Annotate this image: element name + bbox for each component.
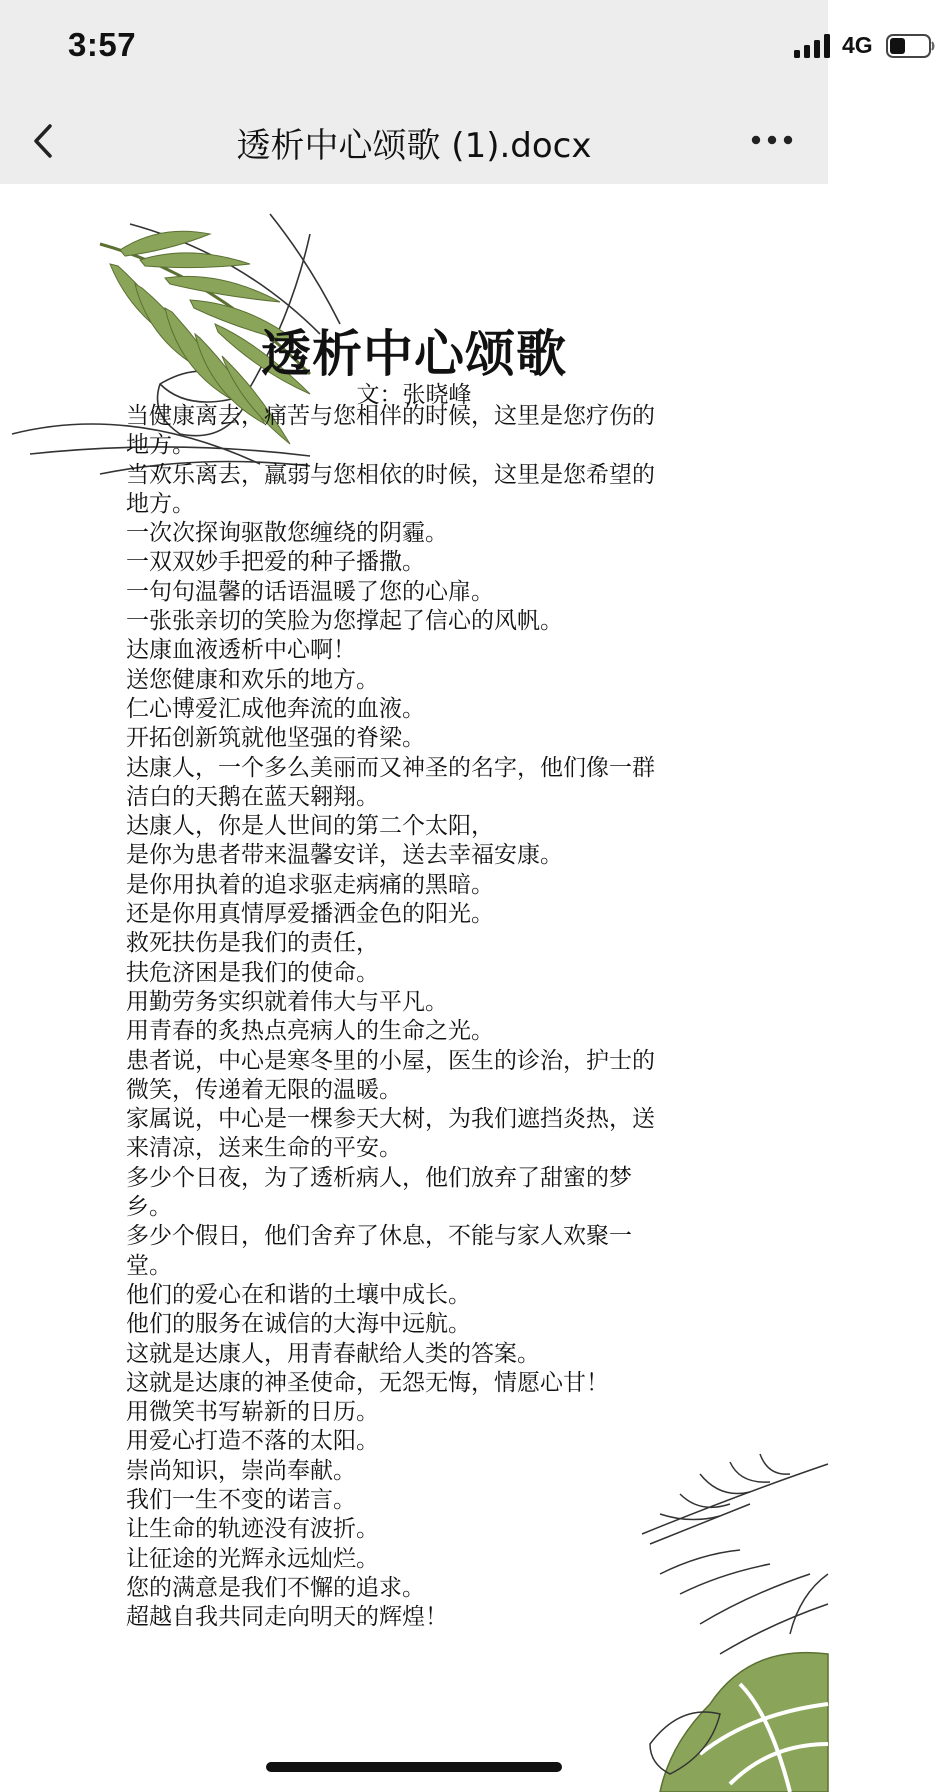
text-line: 还是你用真情厚爱播洒金色的阳光。 — [126, 901, 494, 928]
text-line: 仁心博爱汇成他奔流的血液。 — [126, 695, 425, 722]
text-line: 是你用执着的追求驱走病痛的黑暗。 — [126, 871, 494, 898]
text-line: 地方。 — [126, 432, 195, 459]
text-line: 微笑，传递着无限的温暖。 — [126, 1076, 402, 1103]
text-line: 我们一生不变的诺言。 — [126, 1486, 356, 1513]
status-time: 3:57 — [68, 26, 137, 63]
text-line: 他们的服务在诚信的大海中远航。 — [126, 1311, 471, 1338]
top-bar — [0, 0, 873, 184]
text-line: 一句句温馨的话语温暖了您的心扉。 — [126, 578, 494, 605]
text-line: 他们的爱心在和谐的土壤中成长。 — [126, 1281, 471, 1308]
text-line: 达康人，一个多么美丽而又神圣的名字，他们像一群 — [126, 754, 655, 781]
text-line: 让征途的光辉永远灿烂。 — [126, 1545, 379, 1572]
home-indicator[interactable] — [266, 1762, 562, 1772]
text-line: 这就是达康人，用青春献给人类的答案。 — [126, 1340, 540, 1367]
text-line: 用青春的炙热点亮病人的生命之光。 — [126, 1018, 494, 1045]
back-icon[interactable] — [28, 120, 62, 162]
text-line: 您的满意是我们不懈的追求。 — [126, 1574, 425, 1601]
network-label: 4G — [842, 32, 873, 58]
text-line: 当健康离去，痛苦与您相伴的时候，这里是您疗伤的 — [126, 403, 655, 429]
nav-title: 透析中心颂歌 (1).docx — [236, 126, 592, 166]
text-line: 崇尚知识，崇尚奉献。 — [126, 1457, 356, 1484]
document-page[interactable] — [0, 184, 828, 1792]
more-icon[interactable] — [750, 130, 794, 150]
signal-icon — [794, 34, 832, 58]
text-line: 多少个日夜，为了透析病人，他们放弃了甜蜜的梦 — [126, 1164, 632, 1191]
text-line: 用爱心打造不落的太阳。 — [126, 1428, 379, 1455]
text-line: 超越自我共同走向明天的辉煌！ — [126, 1604, 448, 1631]
text-line: 一次次探询驱散您缠绕的阴霾。 — [126, 520, 448, 547]
text-line: 救死扶伤是我们的责任， — [126, 930, 379, 957]
text-line: 开拓创新筑就他坚强的脊梁。 — [126, 725, 425, 752]
battery-icon — [886, 34, 936, 58]
text-line: 用勤劳务实织就着伟大与平凡。 — [126, 988, 448, 1015]
text-line: 堂。 — [126, 1252, 172, 1279]
text-line: 是你为患者带来温馨安详，送去幸福安康。 — [126, 842, 563, 869]
text-line: 当欢乐离去，羸弱与您相依的时候，这里是您希望的 — [126, 461, 655, 488]
text-line: 扶危济困是我们的使命。 — [126, 959, 379, 986]
document-author: 文：张晓峰 — [356, 382, 472, 408]
text-line: 一张张亲切的笑脸为您撑起了信心的风帆。 — [126, 608, 563, 635]
document-title: 透析中心颂歌 — [261, 325, 567, 383]
text-line: 达康人，你是人世间的第二个太阳， — [126, 813, 494, 840]
text-line: 患者说，中心是寒冬里的小屋，医生的诊治，护士的 — [126, 1047, 655, 1074]
text-line: 多少个假日，他们舍弃了休息，不能与家人欢聚一 — [126, 1223, 632, 1250]
text-line: 乡。 — [126, 1194, 172, 1221]
text-line: 来清凉，送来生命的平安。 — [126, 1135, 402, 1162]
text-line: 这就是达康的神圣使命，无怨无悔，情愿心甘！ — [126, 1369, 609, 1396]
text-line: 一双双妙手把爱的种子播撒。 — [126, 549, 425, 576]
text-line: 地方。 — [126, 490, 195, 517]
text-line: 送您健康和欢乐的地方。 — [126, 666, 379, 693]
text-line: 用微笑书写崭新的日历。 — [126, 1399, 379, 1426]
text-line: 让生命的轨迹没有波折。 — [126, 1516, 379, 1543]
text-line: 家属说，中心是一棵参天大树，为我们遮挡炎热，送 — [126, 1106, 655, 1133]
document-body — [126, 402, 726, 1632]
text-line: 洁白的天鹅在蓝天翱翔。 — [126, 783, 379, 810]
text-line: 达康血液透析中心啊！ — [126, 637, 356, 664]
